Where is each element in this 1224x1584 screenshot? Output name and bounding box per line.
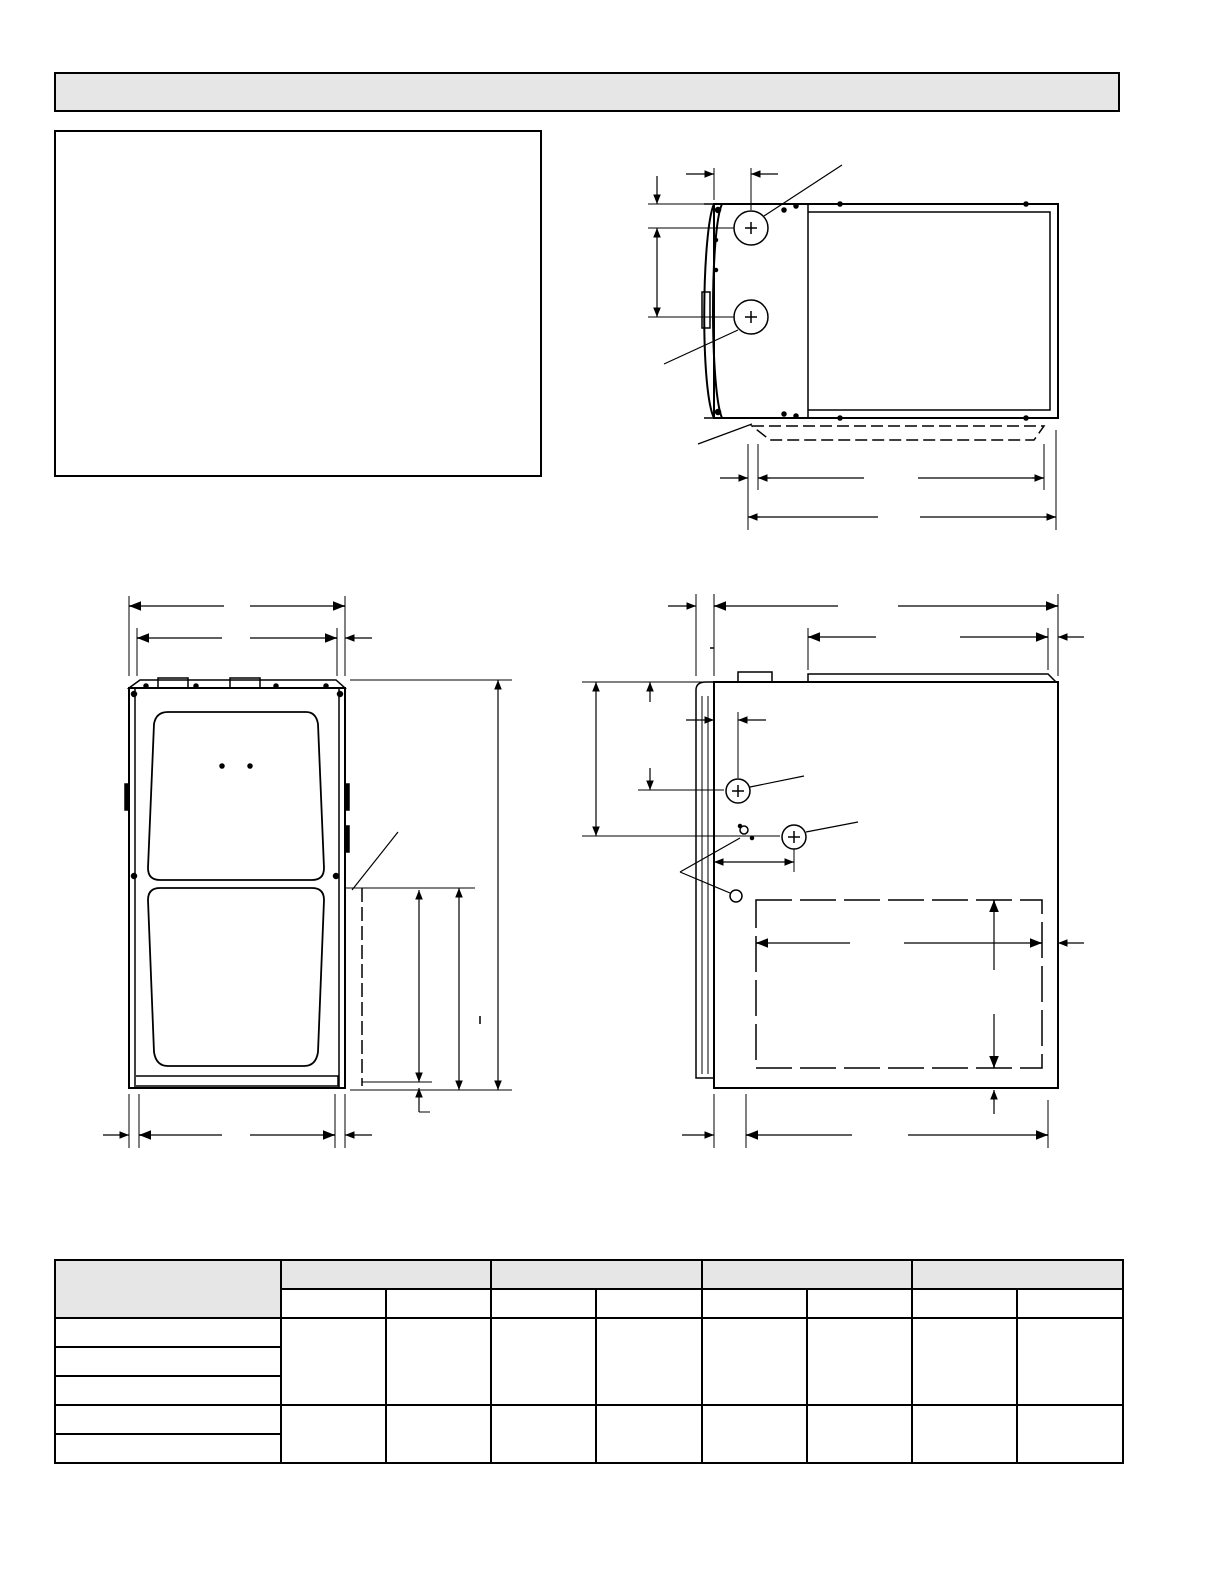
top-view-dashed-base — [752, 426, 1044, 440]
table-cell — [386, 1405, 491, 1463]
table-sub-header — [1017, 1289, 1123, 1318]
front-leader — [352, 832, 398, 890]
table-cell — [912, 1405, 1017, 1463]
table-cell — [912, 1318, 1017, 1405]
table-row-label — [55, 1347, 281, 1376]
table-sub-header — [281, 1289, 386, 1318]
table-cell — [596, 1318, 702, 1405]
table-row-label — [55, 1318, 281, 1347]
table-group-header — [702, 1260, 912, 1289]
table-cell — [491, 1405, 596, 1463]
table-cell — [1017, 1318, 1123, 1405]
table-corner-header — [55, 1260, 281, 1318]
table-sub-header — [807, 1289, 912, 1318]
table-group-header — [491, 1260, 702, 1289]
side-view-cabinet — [714, 682, 1058, 1088]
side-view — [582, 594, 1084, 1148]
table-sub-header — [702, 1289, 807, 1318]
table-cell — [702, 1318, 807, 1405]
table-cell — [491, 1318, 596, 1405]
table-group-header — [281, 1260, 491, 1289]
table-sub-header — [596, 1289, 702, 1318]
table-cell — [596, 1405, 702, 1463]
table-cell — [281, 1318, 386, 1405]
table-cell — [702, 1405, 807, 1463]
table-sub-header — [386, 1289, 491, 1318]
table-row-label — [55, 1434, 281, 1463]
dimensions-table — [54, 1259, 1124, 1464]
table-sub-header — [491, 1289, 596, 1318]
table-cell — [1017, 1405, 1123, 1463]
table-row-label — [55, 1405, 281, 1434]
table-cell — [807, 1318, 912, 1405]
table-group-header — [912, 1260, 1123, 1289]
table-cell — [807, 1405, 912, 1463]
front-view — [103, 596, 512, 1148]
table-cell — [281, 1405, 386, 1463]
top-leader-base — [698, 424, 752, 444]
table-cell — [386, 1318, 491, 1405]
table-row-label — [55, 1376, 281, 1405]
table-sub-header — [912, 1289, 1017, 1318]
top-view — [648, 165, 1058, 530]
